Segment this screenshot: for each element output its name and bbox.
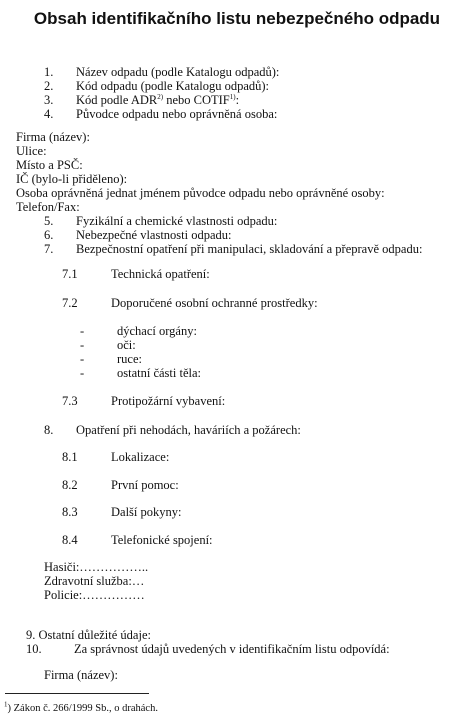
item-3-text-b: nebo COTIF bbox=[163, 93, 230, 107]
item-8-number: 8. bbox=[44, 423, 54, 437]
item-7-1-number: 7.1 bbox=[62, 267, 78, 281]
item-6-text: Nebezpečné vlastnosti odpadu: bbox=[76, 228, 232, 242]
field-firma: Firma (název): bbox=[16, 130, 90, 144]
ppe-dash: - bbox=[80, 338, 85, 352]
ppe-dash: - bbox=[80, 324, 85, 338]
field-firma-responsible: Firma (název): bbox=[44, 668, 118, 682]
item-8-2-number: 8.2 bbox=[62, 478, 78, 492]
ppe-respiratory: dýchací orgány: bbox=[117, 324, 197, 338]
item-8-text: Opatření při nehodách, haváriích a požárech: bbox=[76, 423, 301, 437]
contact-fire: Hasiči:…………….. bbox=[44, 560, 149, 574]
footnote-separator bbox=[5, 693, 149, 694]
contact-police: Policie:…………… bbox=[44, 588, 145, 602]
item-3-text-c: : bbox=[235, 93, 240, 107]
item-8-4-text: Telefonické spojení: bbox=[111, 533, 213, 547]
item-3-footnote-ref-cotif: 1) bbox=[229, 92, 236, 101]
item-4-number: 4. bbox=[44, 107, 54, 121]
item-5-number: 5. bbox=[44, 214, 54, 228]
footnote-marker: 1 bbox=[4, 700, 8, 709]
contact-medical: Zdravotní služba:… bbox=[44, 574, 145, 588]
field-ic: IČ (bylo-li přiděleno): bbox=[16, 172, 128, 186]
item-8-1-number: 8.1 bbox=[62, 450, 78, 464]
field-misto-psc: Místo a PSČ: bbox=[16, 158, 83, 172]
field-opravnena-osoba: Osoba oprávněná jednat jménem původce odpadu nebo oprávněné osoby: bbox=[16, 186, 385, 200]
item-7-text: Bezpečnostní opatření při manipulaci, skladování a přepravě odpadu: bbox=[76, 242, 423, 256]
item-8-3-number: 8.3 bbox=[62, 505, 78, 519]
ppe-body: ostatní části těla: bbox=[117, 366, 202, 380]
field-ulice: Ulice: bbox=[16, 144, 47, 158]
item-5-text: Fyzikální a chemické vlastnosti odpadu: bbox=[76, 214, 278, 228]
ppe-hands: ruce: bbox=[117, 352, 142, 366]
item-2-number: 2. bbox=[44, 79, 54, 93]
item-8-1-text: Lokalizace: bbox=[111, 450, 170, 464]
ppe-dash: - bbox=[80, 352, 85, 366]
item-7-1-text: Technická opatření: bbox=[111, 267, 210, 281]
footnote-text: ) Zákon č. 266/1999 Sb., o drahách. bbox=[7, 703, 158, 714]
item-4-text: Původce odpadu nebo oprávněná osoba: bbox=[76, 107, 278, 121]
ppe-dash: - bbox=[80, 366, 85, 380]
field-telefon-fax: Telefon/Fax: bbox=[16, 200, 80, 214]
item-3-footnote-ref-adr: 2) bbox=[157, 92, 164, 101]
item-8-2-text: První pomoc: bbox=[111, 478, 179, 492]
item-3-number: 3. bbox=[44, 93, 54, 107]
ppe-eyes: oči: bbox=[117, 338, 136, 352]
item-10-text: Za správnost údajů uvedených v identifikačním listu odpovídá: bbox=[74, 642, 390, 656]
item-7-2-text: Doporučené osobní ochranné prostředky: bbox=[111, 296, 318, 310]
item-6-number: 6. bbox=[44, 228, 54, 242]
item-3-text bbox=[76, 93, 239, 107]
document-title: Obsah identifikačního listu nebezpečného odpadu bbox=[33, 9, 441, 28]
item-7-number: 7. bbox=[44, 242, 54, 256]
item-7-3-number: 7.3 bbox=[62, 394, 78, 408]
item-8-3-text: Další pokyny: bbox=[111, 505, 182, 519]
item-8-4-number: 8.4 bbox=[62, 533, 78, 547]
item-7-3-text: Protipožární vybavení: bbox=[111, 394, 226, 408]
item-1-number: 1. bbox=[44, 65, 54, 79]
item-9: 9. Ostatní důležité údaje: bbox=[26, 628, 151, 642]
item-2-text: Kód odpadu (podle Katalogu odpadů): bbox=[76, 79, 270, 93]
item-7-2-number: 7.2 bbox=[62, 296, 78, 310]
item-1-text: Název odpadu (podle Katalogu odpadů): bbox=[76, 65, 280, 79]
footnote bbox=[4, 702, 158, 716]
item-3-text-a: Kód podle ADR bbox=[76, 93, 158, 107]
item-10-number: 10. bbox=[26, 642, 42, 656]
